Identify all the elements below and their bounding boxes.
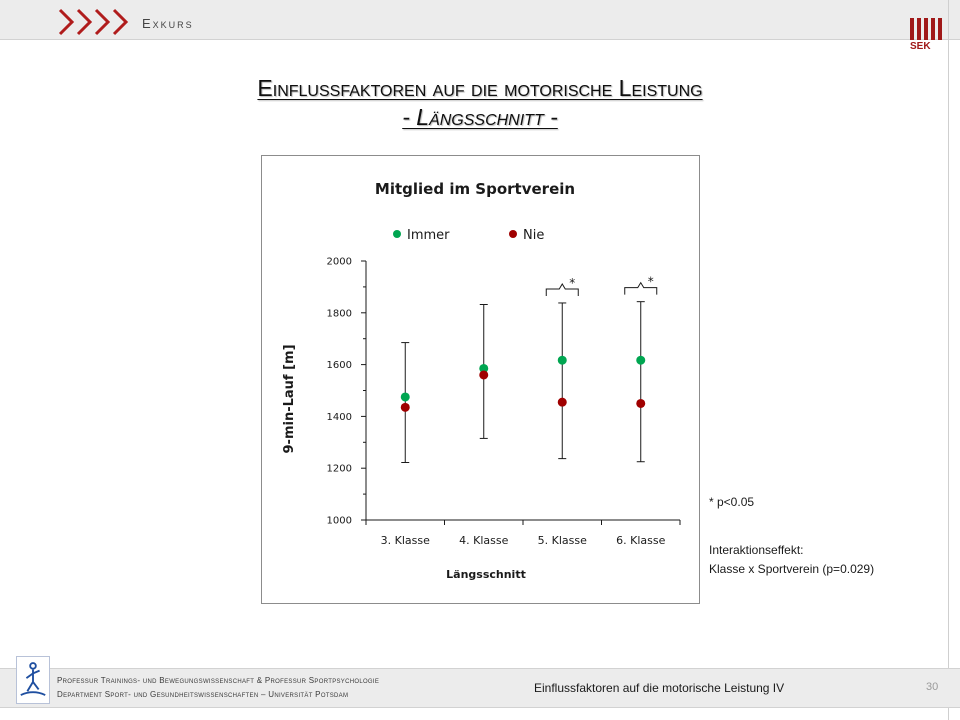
page-subtitle — [0, 103, 960, 131]
y-tick-label: 1200 — [326, 463, 352, 475]
footer-bar — [0, 668, 960, 708]
page-title-text: Einflussfaktoren auf die motorische Leistung — [257, 75, 703, 101]
data-point-nie — [636, 399, 645, 408]
legend-label-nie: Nie — [523, 228, 545, 243]
institution-line-2: Department Sport- und Gesundheitswissenschaften – Universität Potsdam — [57, 690, 349, 699]
y-tick-label: 1400 — [326, 411, 352, 423]
data-point-nie — [479, 370, 488, 379]
x-axis-label: Längsschnitt — [446, 568, 526, 581]
legend — [393, 228, 544, 243]
legend-marker-immer — [393, 230, 401, 238]
y-tick-label: 1000 — [326, 515, 352, 527]
y-tick-label: 1800 — [326, 308, 352, 320]
legend-label-immer: Immer — [407, 228, 450, 243]
plot-area — [327, 257, 680, 548]
significance-note: * p<0.05 — [709, 495, 755, 509]
logo-text: SEK — [910, 41, 931, 52]
data-point-nie — [401, 403, 410, 412]
x-tick-label: 4. Klasse — [459, 534, 509, 547]
scatter-chart — [262, 156, 699, 603]
x-tick-label: 6. Klasse — [616, 534, 666, 547]
legend-marker-nie — [509, 230, 517, 238]
significance-marker: * — [647, 274, 654, 289]
chart-panel — [261, 155, 700, 604]
data-point-immer — [558, 356, 567, 365]
data-point-immer — [636, 356, 645, 365]
y-tick-label: 2000 — [326, 256, 352, 268]
x-tick-label: 5. Klasse — [537, 534, 587, 547]
chevron-arrows-icon — [58, 8, 132, 36]
y-axis-label: 9-min-Lauf [m] — [282, 344, 297, 454]
data-point-immer — [401, 392, 410, 401]
interaction-label: Interaktionseffekt: — [709, 543, 804, 557]
significance-marker: * — [569, 275, 576, 290]
x-tick-label: 3. Klasse — [380, 534, 430, 547]
section-label: Exkurs — [142, 16, 194, 31]
presentation-title: Einflussfaktoren auf die motorische Leistung IV — [534, 681, 785, 695]
page-subtitle-text: - Längsschnitt - — [402, 104, 558, 130]
university-logo-icon — [16, 656, 50, 704]
data-point-nie — [558, 398, 567, 407]
page-number: 30 — [926, 681, 939, 693]
y-tick-label: 1600 — [326, 360, 352, 372]
institution-line-1: Professur Trainings- und Bewegungswissenschaft & Professur Sportpsychologie — [57, 676, 380, 685]
interaction-value: Klasse x Sportverein (p=0.029) — [709, 562, 875, 576]
chart-title: Mitglied im Sportverein — [374, 180, 576, 198]
page-title — [0, 74, 960, 102]
